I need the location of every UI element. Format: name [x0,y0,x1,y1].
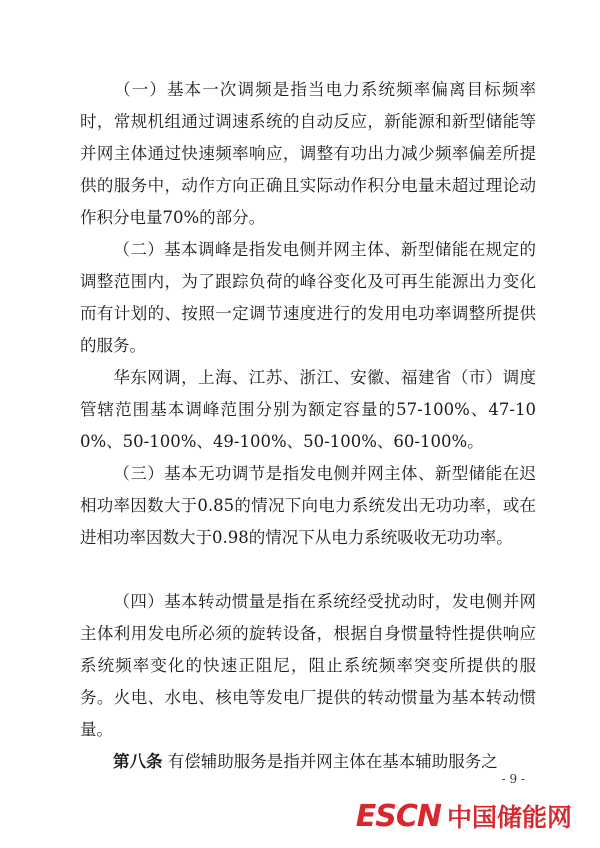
paragraph-basic-rotational-inertia [80,586,536,746]
paragraph-text: 华东网调，上海、江苏、浙江、安徽、福建省（市）调度管辖范围基本调峰范围分别为额定容量的57-100%、47-100%、50-100%、49-100%、50-100%、60-100%。 [80,368,536,451]
paragraph-text: （二）基本调峰是指发电侧并网主体、新型储能在规定的调整范围内，为了跟踪负荷的峰谷变化及可再生能源出力变化而有计划的、按照一定调节速度进行的发用电功率调整所提供的服务。 [80,240,536,355]
paragraph-text: （三）基本无功调节是指发电侧并网主体、新型储能在迟相功率因数大于0.85的情况下向电力系统发出无功功率，或在进相功率因数大于0.98的情况下从电力系统吸收无功功率。 [80,464,536,547]
escn-watermark-logo [356,798,572,834]
page-number: - 9 - [501,772,525,786]
article-label: 第八条 [113,752,163,771]
watermark-cjk-text: 中国储能网 [446,803,572,832]
paragraph-basic-reactive-regulation [80,458,536,554]
paragraph-text: （四）基本转动惯量是指在系统经受扰动时，发电侧并网主体利用发电所必须的旋转设备，根据自身惯量特性提供响应系统频率变化的快速正阻尼，阻止系统频率突变所提供的服务。火电、水电、核电等发电厂提供的转动惯量为基本转动惯量。 [80,592,536,739]
paragraph-basic-frequency-regulation [80,74,536,234]
article-text: 有偿辅助服务是指并网主体在基本辅助服务之 [162,752,498,771]
paragraph-basic-peak-regulation [80,234,536,362]
watermark-latin-text: ESCN [355,798,441,834]
paragraph-peak-regulation-ranges [80,362,536,458]
paragraph-text: （一）基本一次调频是指当电力系统频率偏离目标频率时，常规机组通过调速系统的自动反应，新能源和新型储能等并网主体通过快速频率响应，调整有功出力减少频率偏差所提供的服务中，动作方向正确且实际动作积分电量未超过理论动作积分电量70%的部分。 [80,80,536,227]
paragraph-article-eight [80,746,536,778]
